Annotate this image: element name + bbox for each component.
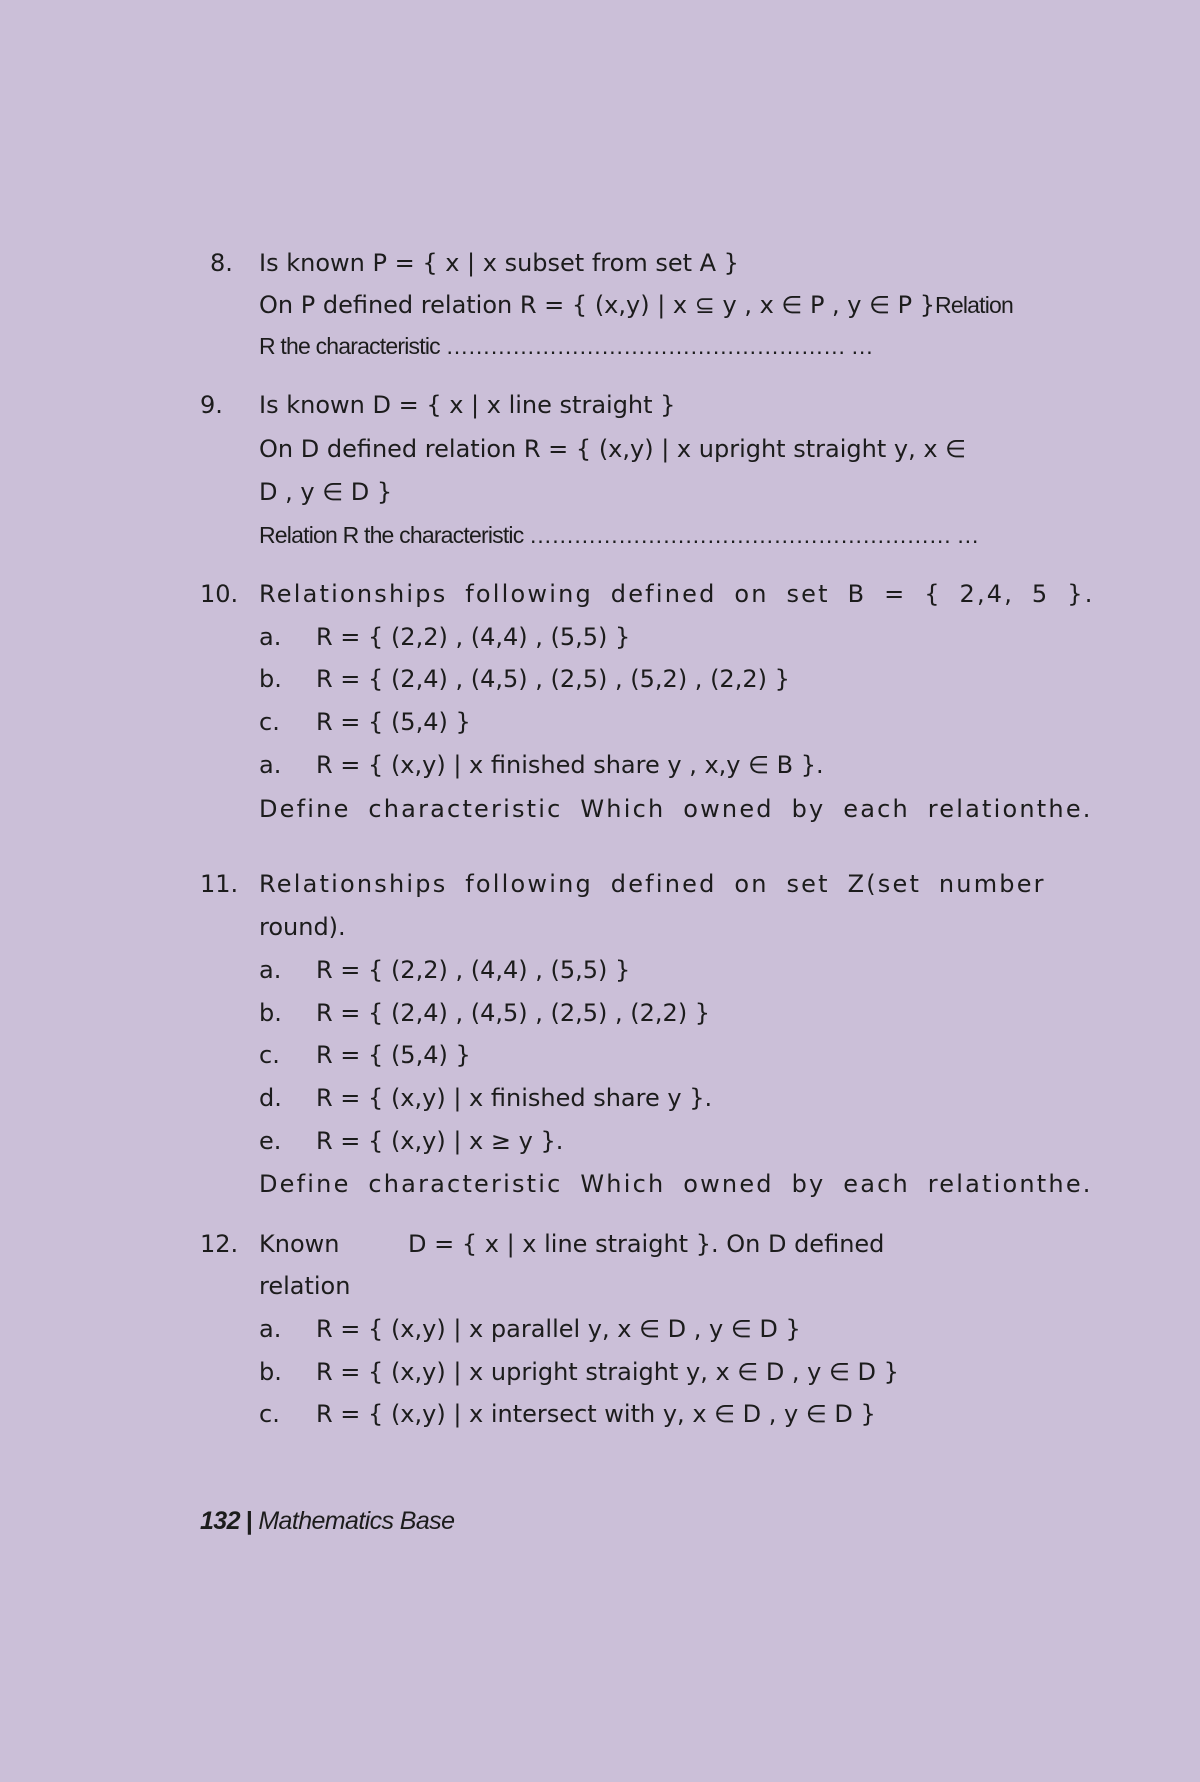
page-footer	[200, 1505, 454, 1537]
problem-12-item-text: R = { (x,y) | x parallel y, x ∈ D , y ∈ D }	[316, 1315, 801, 1343]
problem-12-item-text: R = { (x,y) | x upright straight y, x ∈ D , y ∈ D }	[316, 1358, 899, 1386]
problem-10-closing: Define characteristic Which owned by each relationthe.	[259, 795, 1093, 823]
problem-11-item-text: R = { (x,y) | x finished share y }.	[316, 1084, 713, 1112]
problem-10-item-letter: b.	[259, 665, 282, 693]
problem-12-intro-known: Known	[259, 1230, 340, 1258]
problem-10-intro: Relationships following defined on set B = { 2,4, 5 }.	[259, 580, 1095, 608]
problem-9-line-2: On D defined relation R = { (x,y) | x upright straight y, x ∈	[259, 435, 967, 463]
problem-9-line-1: Is known D = { x | x line straight }	[259, 391, 676, 419]
problem-8-relation-word: Relation	[935, 292, 1014, 318]
problem-12-item-text: R = { (x,y) | x intersect with y, x ∈ D , y ∈ D }	[316, 1400, 876, 1428]
problem-12-number: 12.	[200, 1230, 239, 1258]
problem-9-line-3: D , y ∈ D }	[259, 478, 393, 506]
problem-10-item-text: R = { (5,4) }	[316, 708, 471, 736]
problem-10-item-text: R = { (2,2) , (4,4) , (5,5) }	[316, 623, 631, 651]
problem-11-closing: Define characteristic Which owned by each relationthe.	[259, 1170, 1093, 1198]
problem-11-item-text: R = { (5,4) }	[316, 1041, 471, 1069]
problem-11-item-letter: b.	[259, 999, 282, 1027]
problem-11-item-text: R = { (2,2) , (4,4) , (5,5) }	[316, 956, 631, 984]
problem-11-item-text: R = { (x,y) | x ≥ y }.	[316, 1127, 564, 1155]
problem-8-line-2	[259, 290, 1013, 320]
page-number: 132	[200, 1507, 240, 1535]
problem-11-intro-line-1: Relationships following defined on set Z(set number	[259, 870, 1046, 898]
problem-10-item-letter: a.	[259, 623, 282, 651]
problem-8-relation-definition: On P defined relation R = { (x,y) | x ⊆ y , x ∈ P , y ∈ P }	[259, 291, 936, 319]
problem-11-item-letter: a.	[259, 956, 282, 984]
problem-12-item-letter: a.	[259, 1315, 282, 1343]
footer-separator: |	[245, 1507, 253, 1535]
problem-11-intro-line-2: round).	[259, 913, 346, 941]
problem-8-line-1: Is known P = { x | x subset from set A }	[259, 249, 739, 277]
problem-11-item-text: R = { (2,4) , (4,5) , (2,5) , (2,2) }	[316, 999, 711, 1027]
problem-10-item-letter: c.	[259, 708, 280, 736]
problem-12-intro-line-2: relation	[259, 1272, 351, 1300]
problem-9-line-4: Relation R the characteristic ………………………………………………… …	[259, 522, 979, 548]
problem-11-item-letter: d.	[259, 1084, 282, 1112]
problem-10-item-letter: a.	[259, 751, 282, 779]
problem-11-item-letter: e.	[259, 1127, 282, 1155]
problem-8-number: 8.	[210, 249, 233, 277]
problem-9-number: 9.	[200, 391, 223, 419]
problem-12-item-letter: b.	[259, 1358, 282, 1386]
book-title: Mathematics Base	[258, 1507, 455, 1535]
problem-10-number: 10.	[200, 580, 239, 608]
problem-10-item-text: R = { (2,4) , (4,5) , (2,5) , (5,2) , (2,2) }	[316, 665, 790, 693]
problem-10-item-text: R = { (x,y) | x finished share y , x,y ∈ B }.	[316, 751, 824, 779]
problem-12-intro-line-1: D = { x | x line straight }. On D defined	[408, 1230, 885, 1258]
problem-12-item-letter: c.	[259, 1400, 280, 1428]
problem-8-line-3: R the characteristic ……………………………………………… …	[259, 333, 873, 359]
problem-11-number: 11.	[200, 870, 239, 898]
problem-11-item-letter: c.	[259, 1041, 280, 1069]
